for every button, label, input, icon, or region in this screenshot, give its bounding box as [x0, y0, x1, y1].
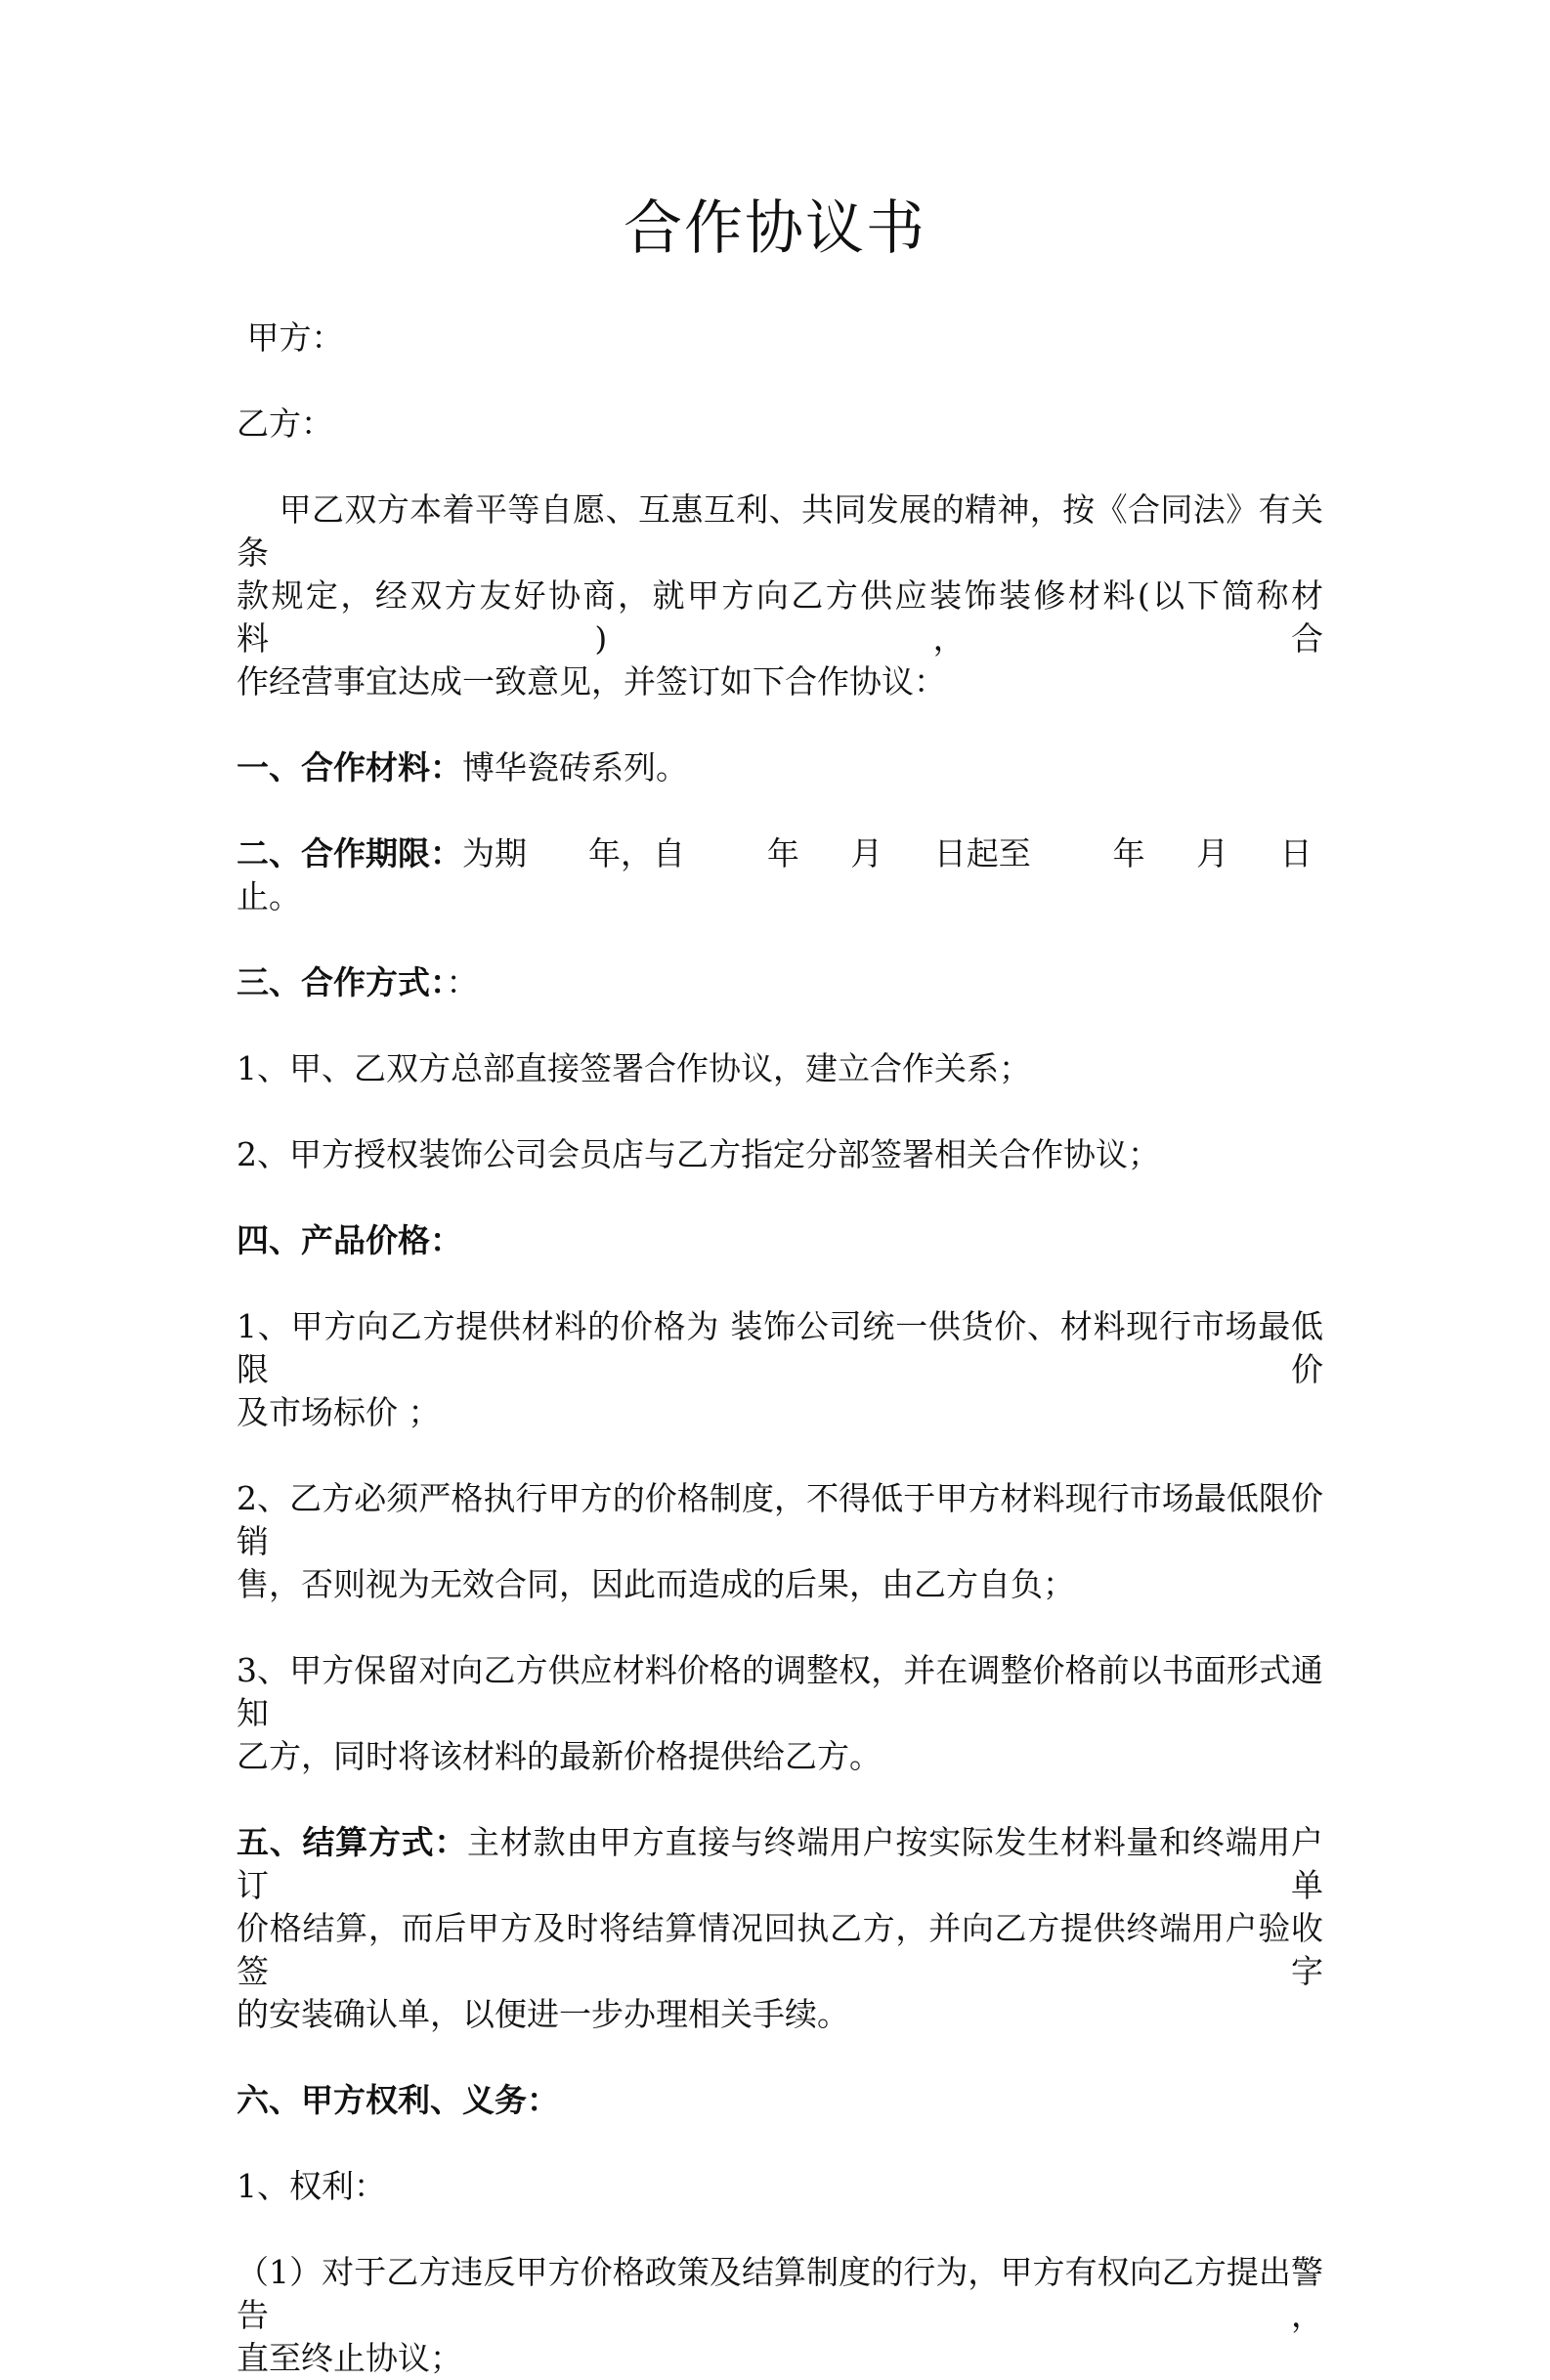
- section-cooperation-mode: [237, 961, 1323, 1004]
- intro-paragraph: [237, 489, 1323, 703]
- section-heading: 四、产品价格：: [237, 1221, 462, 1259]
- list-item-text: 1、甲、乙双方总部直接签署合作协议，建立合作关系；: [237, 1049, 1031, 1087]
- list-item: [237, 1477, 1323, 1606]
- section-party-a-rights: [237, 2079, 1323, 2122]
- list-item-text: 2、甲方授权装饰公司会员店与乙方指定分部签署相关合作协议；: [237, 1135, 1160, 1173]
- list-item: [237, 1047, 1323, 1090]
- list-item-text: 1、甲方向乙方提供材料的价格为 装饰公司统一供货价、材料现行市场最低限价: [237, 1307, 1323, 1388]
- intro-line: 甲乙双方本着平等自愿、互惠互利、共同发展的精神，按《合同法》有关条: [237, 490, 1323, 572]
- section-price: [237, 1219, 1323, 1262]
- party-b-text: 乙方：: [237, 404, 333, 443]
- subheading-text: 1、权利：: [237, 2167, 386, 2205]
- section-text: 为期 年，自 年 月 日起至 年 月 日止。: [237, 834, 1313, 915]
- section-text: ：: [446, 963, 479, 1001]
- intro-line: 作经营事宜达成一致意见，并签订如下合作协议：: [237, 662, 946, 701]
- list-item-text: （1）对于乙方违反甲方价格政策及结算制度的行为，甲方有权向乙方提出警告，: [237, 2253, 1323, 2334]
- section-heading: 二、合作期限：: [237, 834, 462, 872]
- section-text: 博华瓷砖系列。: [462, 748, 688, 786]
- section-heading: 三、合作方式：: [237, 963, 447, 1001]
- section-text: 价格结算，而后甲方及时将结算情况回执乙方，并向乙方提供终端用户验收签字: [237, 1909, 1323, 1990]
- party-a-label: [237, 317, 1323, 360]
- intro-line: 款规定，经双方友好协商，就甲方向乙方供应装饰装修材料(以下简称材料)，合: [237, 576, 1323, 658]
- list-item-text: 2、乙方必须严格执行甲方的价格制度，不得低于甲方材料现行市场最低限价销: [237, 1479, 1323, 1560]
- list-item-text: 直至终止协议；: [237, 2339, 462, 2377]
- section-materials: [237, 746, 1323, 789]
- list-item: [237, 1305, 1323, 1434]
- section-settlement: [237, 1821, 1323, 2036]
- list-item-text: 售，否则视为无效合同，因此而造成的后果，由乙方自负；: [237, 1565, 1075, 1603]
- party-b-label: [237, 403, 1323, 446]
- subheading-rights: [237, 2165, 1323, 2208]
- list-item: [237, 2251, 1323, 2380]
- list-item: [237, 1649, 1323, 1778]
- section-heading: 六、甲方权利、义务：: [237, 2081, 559, 2119]
- section-text: 的安装确认单，以便进一步办理相关手续。: [237, 1995, 849, 2033]
- section-text: 主材款由甲方直接与终端用户按实际发生材料量和终端用户订单: [237, 1823, 1323, 1904]
- document-title: 合作协议书: [624, 194, 926, 263]
- list-item-text: 乙方，同时将该材料的最新价格提供给乙方。: [237, 1737, 882, 1775]
- section-heading: 五、结算方式：: [237, 1823, 468, 1861]
- list-item: [237, 1133, 1323, 1176]
- list-item-text: 3、甲方保留对向乙方供应材料价格的调整权，并在调整价格前以书面形式通知: [237, 1651, 1323, 1732]
- section-heading: 一、合作材料：: [237, 748, 462, 786]
- section-term: [237, 832, 1323, 918]
- party-a-text: 甲方：: [237, 319, 344, 357]
- list-item-text: 及市场标价 ；: [237, 1393, 441, 1431]
